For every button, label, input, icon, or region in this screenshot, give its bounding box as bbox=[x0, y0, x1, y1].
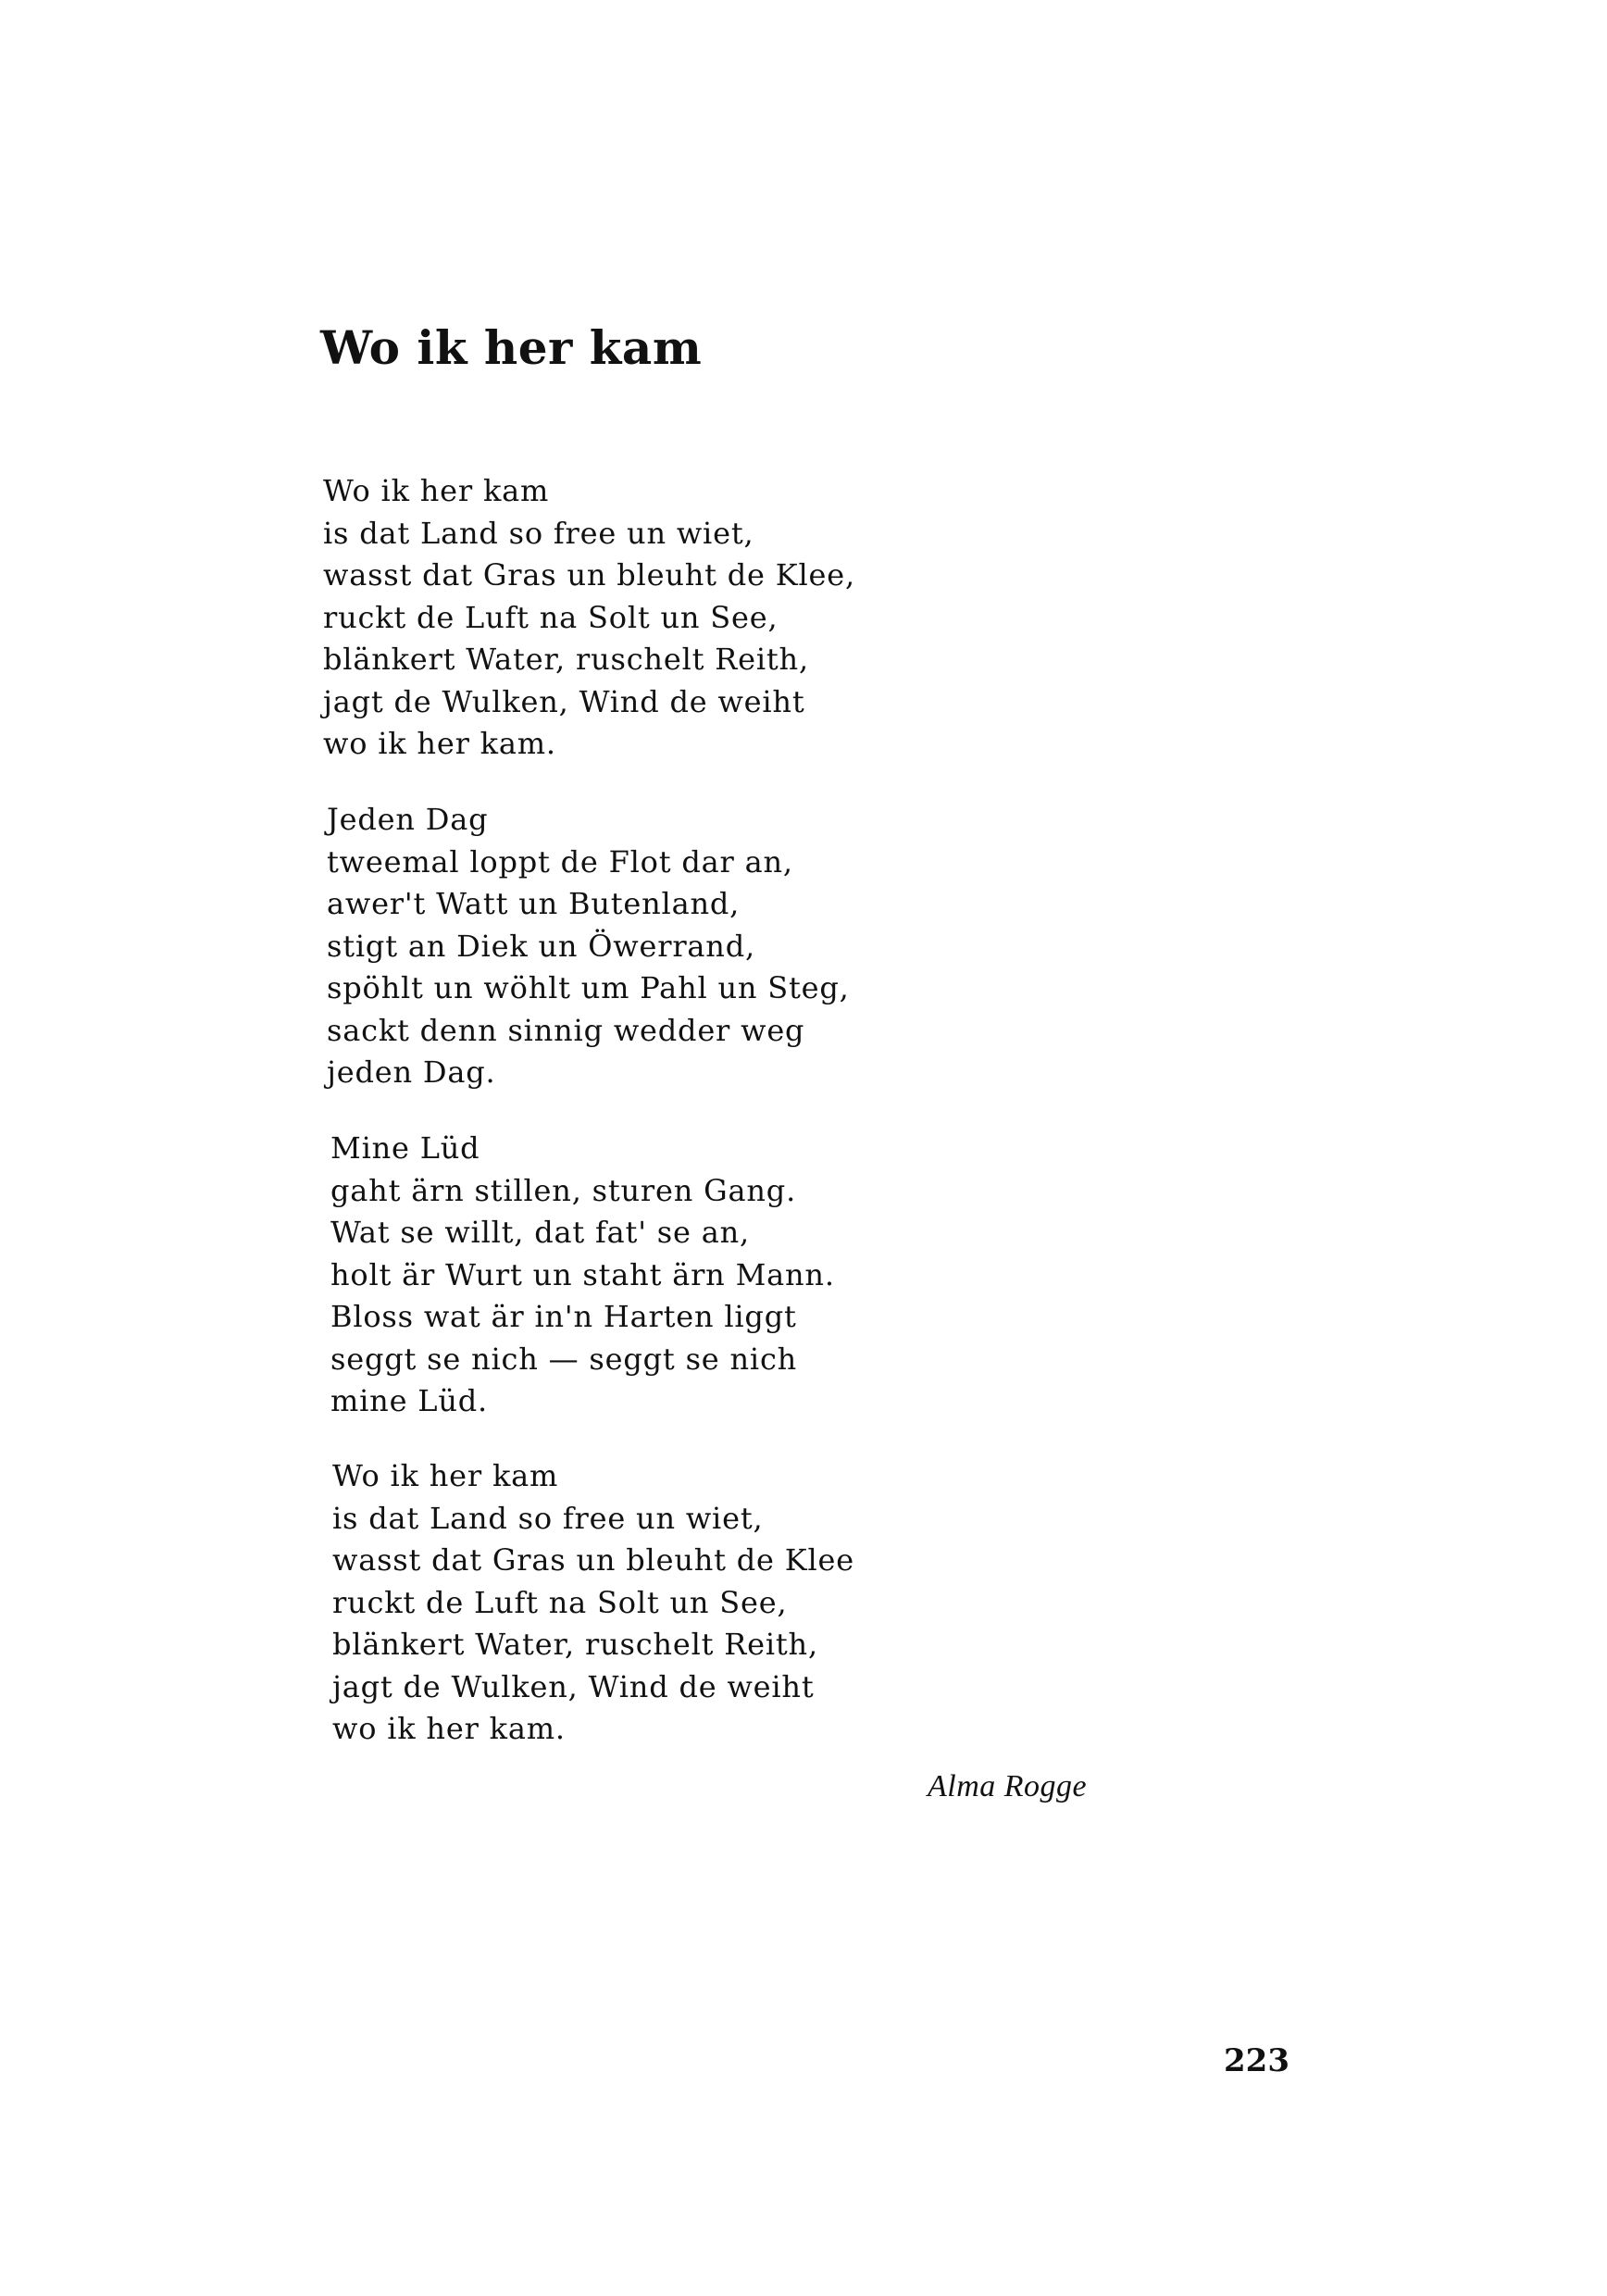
poem-line: stigt an Diek un Öwerrand, bbox=[327, 928, 755, 964]
stanza-1 bbox=[323, 470, 855, 766]
poem-line: ruckt de Luft na Solt un See, bbox=[323, 599, 779, 635]
poem-line: gaht ärn stillen, sturen Gang. bbox=[330, 1172, 797, 1208]
poem-line: mine Lüd. bbox=[330, 1383, 489, 1418]
poem-line: wo ik her kam. bbox=[332, 1711, 566, 1746]
poem-line: wasst dat Gras un bleuht de Klee bbox=[332, 1542, 854, 1578]
poem-line: sackt denn sinnig wedder weg bbox=[327, 1012, 805, 1048]
poem-author: Alma Rogge bbox=[928, 1769, 1088, 1803]
stanza-4 bbox=[332, 1455, 854, 1751]
page-number: 223 bbox=[1224, 2042, 1289, 2079]
stanza-3 bbox=[330, 1128, 835, 1423]
poem-line: ruckt de Luft na Solt un See, bbox=[332, 1584, 788, 1620]
poem-line: jeden Dag. bbox=[327, 1054, 496, 1090]
poem-line: Jeden Dag bbox=[327, 802, 489, 837]
poem-line: Wo ik her kam bbox=[332, 1458, 559, 1493]
poem-line: seggt se nich — seggt se nich bbox=[330, 1341, 798, 1377]
poem-line: spöhlt un wöhlt um Pahl un Steg, bbox=[327, 970, 850, 1005]
poem-line: wo ik her kam. bbox=[323, 726, 556, 761]
poem-line: is dat Land so free un wiet, bbox=[323, 515, 754, 551]
poem-line: jagt de Wulken, Wind de weiht bbox=[332, 1668, 815, 1704]
poem-line: wasst dat Gras un bleuht de Klee, bbox=[323, 557, 855, 593]
poem-line: jagt de Wulken, Wind de weiht bbox=[323, 683, 805, 719]
poem-line: Bloss wat är in'n Harten liggt bbox=[330, 1299, 797, 1334]
poem-title: Wo ik her kam bbox=[320, 320, 703, 375]
poem-line: Mine Lüd bbox=[330, 1130, 480, 1166]
poem-line: Wo ik her kam bbox=[323, 473, 550, 508]
poem-line: Wat se willt, dat fat' se an, bbox=[330, 1215, 750, 1250]
stanza-2 bbox=[327, 799, 850, 1094]
poem-line: tweemal loppt de Flot dar an, bbox=[327, 843, 793, 880]
poem-line: blänkert Water, ruschelt Reith, bbox=[332, 1627, 818, 1662]
poem-line: awer't Watt un Butenland, bbox=[327, 886, 741, 921]
poem-line: holt är Wurt un staht ärn Mann. bbox=[330, 1256, 835, 1292]
poem-line: blänkert Water, ruschelt Reith, bbox=[323, 642, 809, 677]
poem-line: is dat Land so free un wiet, bbox=[332, 1500, 764, 1536]
